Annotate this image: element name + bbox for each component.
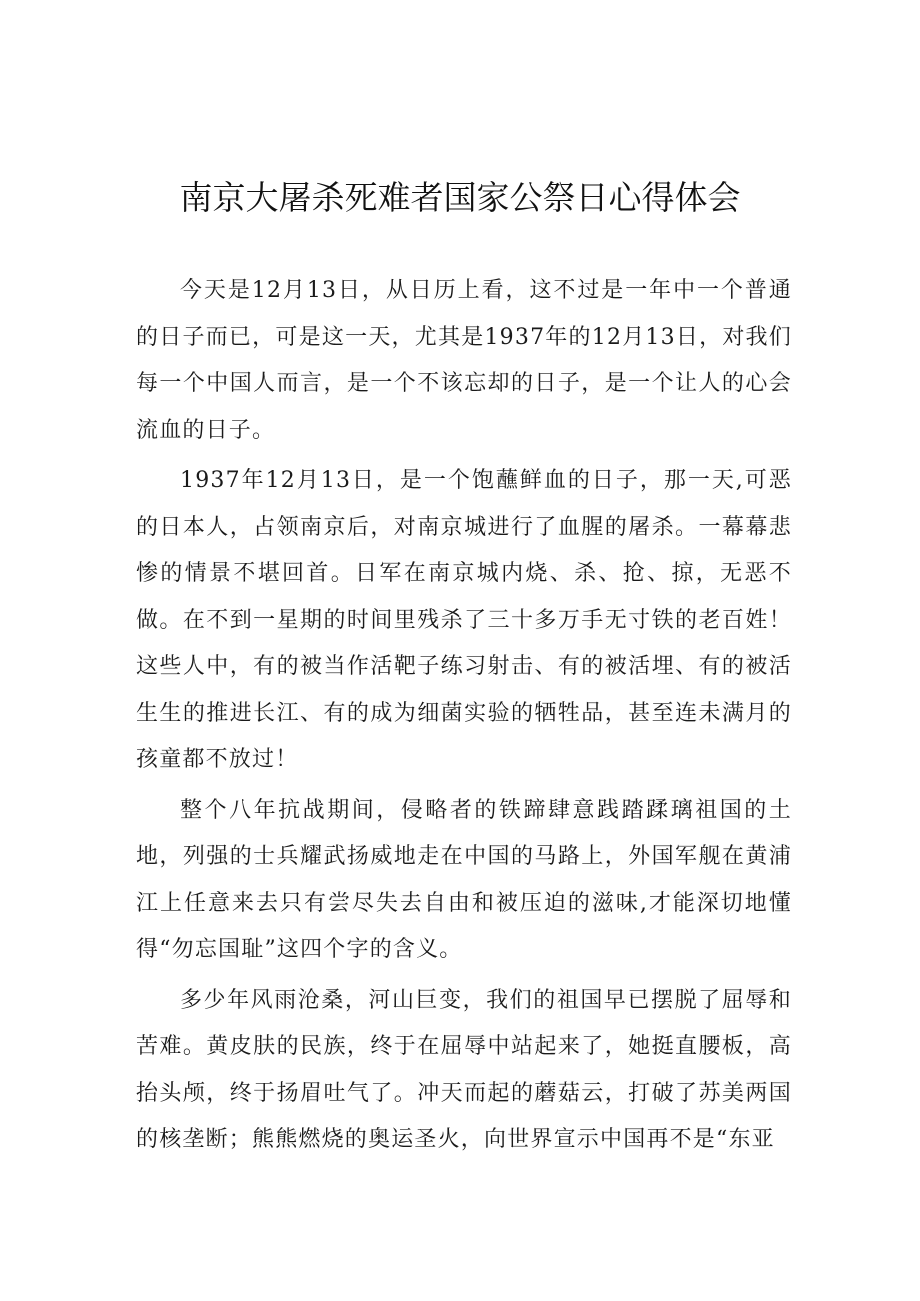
paragraph-3: 整个八年抗战期间，侵略者的铁蹄肆意践踏蹂璃祖国的土地，列强的士兵耀武扬威地走在中国的马路上，外国军舰在黄浦江上任意来去只有尝尽失去自由和被压迫的滋味,才能深切地懂得“勿忘国耻”这四个字的含义。 xyxy=(136,797,792,962)
paragraph-2: 1937年12月13日，是一个饱蘸鲜血的日子，那一天,可恶的日本人，占领南京后，对南京城进行了血腥的屠杀。一幕幕悲惨的情景不堪回首。日军在南京城内烧、杀、抢、掠，无恶不做。在不到一星期的时间里残杀了三十多万手无寸铁的老百姓！这些人中，有的被当作活靶子练习射击、有的被活埋、有的被活生生的推进长江、有的成为细菌实验的牺牲品，甚至连未满月的孩童都不放过！ xyxy=(136,468,792,772)
paragraph-1: 今天是12月13日，从日历上看，这不过是一年中一个普通的日子而已，可是这一天，尤其是1937年的12月13日，对我们每一个中国人而言，是一个不该忘却的日子，是一个让人的心会流血的日子。 xyxy=(136,278,792,443)
document-body xyxy=(136,268,792,1168)
document-title: 南京大屠杀死难者国家公祭日心得体会 xyxy=(179,178,741,217)
paragraph-4: 多少年风雨沧桑，河山巨变，我们的祖国早已摆脱了屈辱和苦难。黄皮肤的民族，终于在屈辱中站起来了，她挺直腰板，高抬头颅，终于扬眉吐气了。冲天而起的蘑菇云，打破了苏美两国的核垄断；熊熊燃烧的奥运圣火，向世界宣示中国再不是“东亚 xyxy=(136,987,792,1152)
